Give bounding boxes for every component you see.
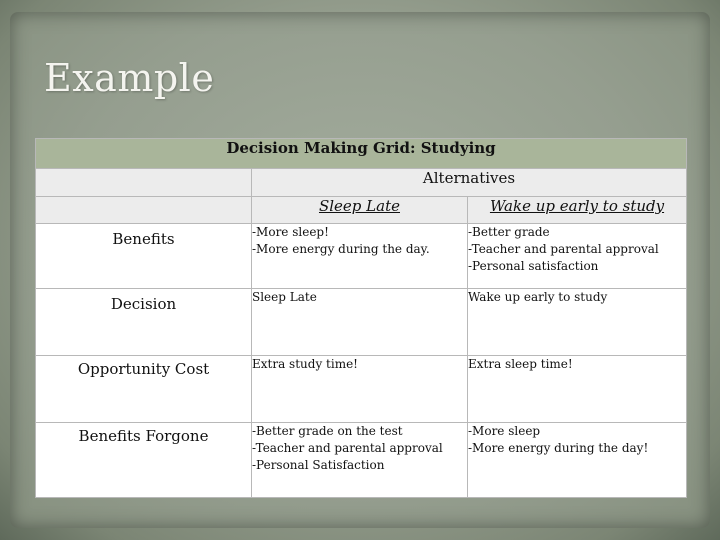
grid-header-row: [36, 139, 687, 169]
row-label: Decision: [36, 289, 252, 356]
grid-cell: [252, 289, 468, 356]
cell-line: -More energy during the day!: [468, 441, 649, 455]
grid-cell: [252, 224, 468, 289]
row-label: Benefits Forgone: [36, 423, 252, 498]
cell-line: Sleep Late: [252, 290, 317, 304]
row-label: Benefits: [36, 224, 252, 289]
cell-line: -Personal satisfaction: [468, 259, 599, 273]
table-row: [36, 224, 687, 289]
cell-line: -Teacher and parental approval: [252, 441, 443, 455]
grid-cell: [252, 423, 468, 498]
table-row: [36, 423, 687, 498]
grid-cell: [468, 356, 687, 423]
row-label: Opportunity Cost: [36, 356, 252, 423]
cell-line: -Personal Satisfaction: [252, 458, 385, 472]
cell-line: -Better grade on the test: [252, 424, 403, 438]
option-wake-up-early: Wake up early to study: [468, 197, 687, 224]
grid-cell: [468, 423, 687, 498]
alternatives-label: Alternatives: [252, 169, 687, 197]
empty-corner-cell: [36, 169, 252, 197]
cell-line: Extra sleep time!: [468, 357, 573, 371]
cell-line: Wake up early to study: [468, 290, 608, 304]
cell-line: Extra study time!: [252, 357, 359, 371]
decision-grid-table: [35, 138, 687, 498]
cell-line: -More sleep!: [252, 225, 329, 239]
option-sleep-late: Sleep Late: [252, 197, 468, 224]
grid-header: Decision Making Grid: Studying: [36, 139, 687, 169]
cell-line: -More sleep: [468, 424, 541, 438]
alternatives-row: [36, 169, 687, 197]
cell-line: -More energy during the day.: [252, 242, 430, 256]
cell-line: -Teacher and parental approval: [468, 242, 659, 256]
slide-title: Example: [44, 56, 215, 100]
empty-corner-cell: [36, 197, 252, 224]
grid-cell: [468, 289, 687, 356]
table-row: [36, 289, 687, 356]
grid-cell: [468, 224, 687, 289]
table-row: [36, 356, 687, 423]
cell-line: -Better grade: [468, 225, 550, 239]
grid-cell: [252, 356, 468, 423]
options-row: [36, 197, 687, 224]
